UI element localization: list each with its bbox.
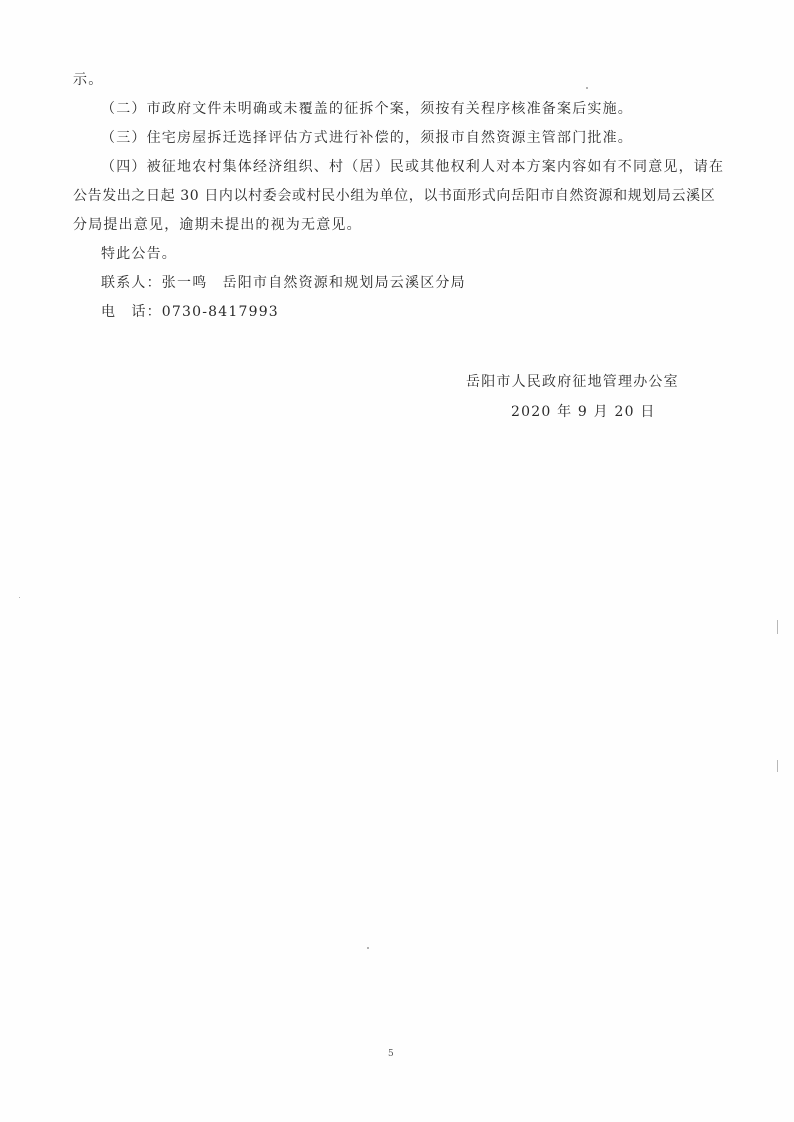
announcement-closing: 特此公告。 xyxy=(101,246,177,262)
scan-speck xyxy=(586,87,588,89)
scan-speck xyxy=(367,947,369,949)
issue-date: 2020 年 9 月 20 日 xyxy=(511,404,656,420)
page-number: 5 xyxy=(388,1049,394,1059)
clause-two: （二）市政府文件未明确或未覆盖的征拆个案，须按有关程序核准备案后实施。 xyxy=(101,101,633,117)
clause-four-line-2: 公告发出之日起 30 日内以村委会或村民小组为单位，以书面形式向岳阳市自然资源和规划局云溪区 xyxy=(73,188,716,204)
scan-speck xyxy=(19,597,20,598)
contact-person: 联系人：张一鸣 岳阳市自然资源和规划局云溪区分局 xyxy=(101,275,466,291)
scan-edge-mark xyxy=(777,760,778,772)
issuing-organization: 岳阳市人民政府征地管理办公室 xyxy=(466,374,679,390)
clause-four-line-3: 分局提出意见，逾期未提出的视为无意见。 xyxy=(73,217,362,233)
clause-three: （三）住宅房屋拆迁选择评估方式进行补偿的，须报市自然资源主管部门批准。 xyxy=(101,130,633,146)
contact-phone: 电 话：0730-8417993 xyxy=(101,304,279,320)
clause-four-line-1: （四）被征地农村集体经济组织、村（居）民或其他权利人对本方案内容如有不同意见，请在 xyxy=(101,159,725,175)
scan-edge-mark xyxy=(777,620,778,634)
continued-text-line: 示。 xyxy=(73,72,104,88)
